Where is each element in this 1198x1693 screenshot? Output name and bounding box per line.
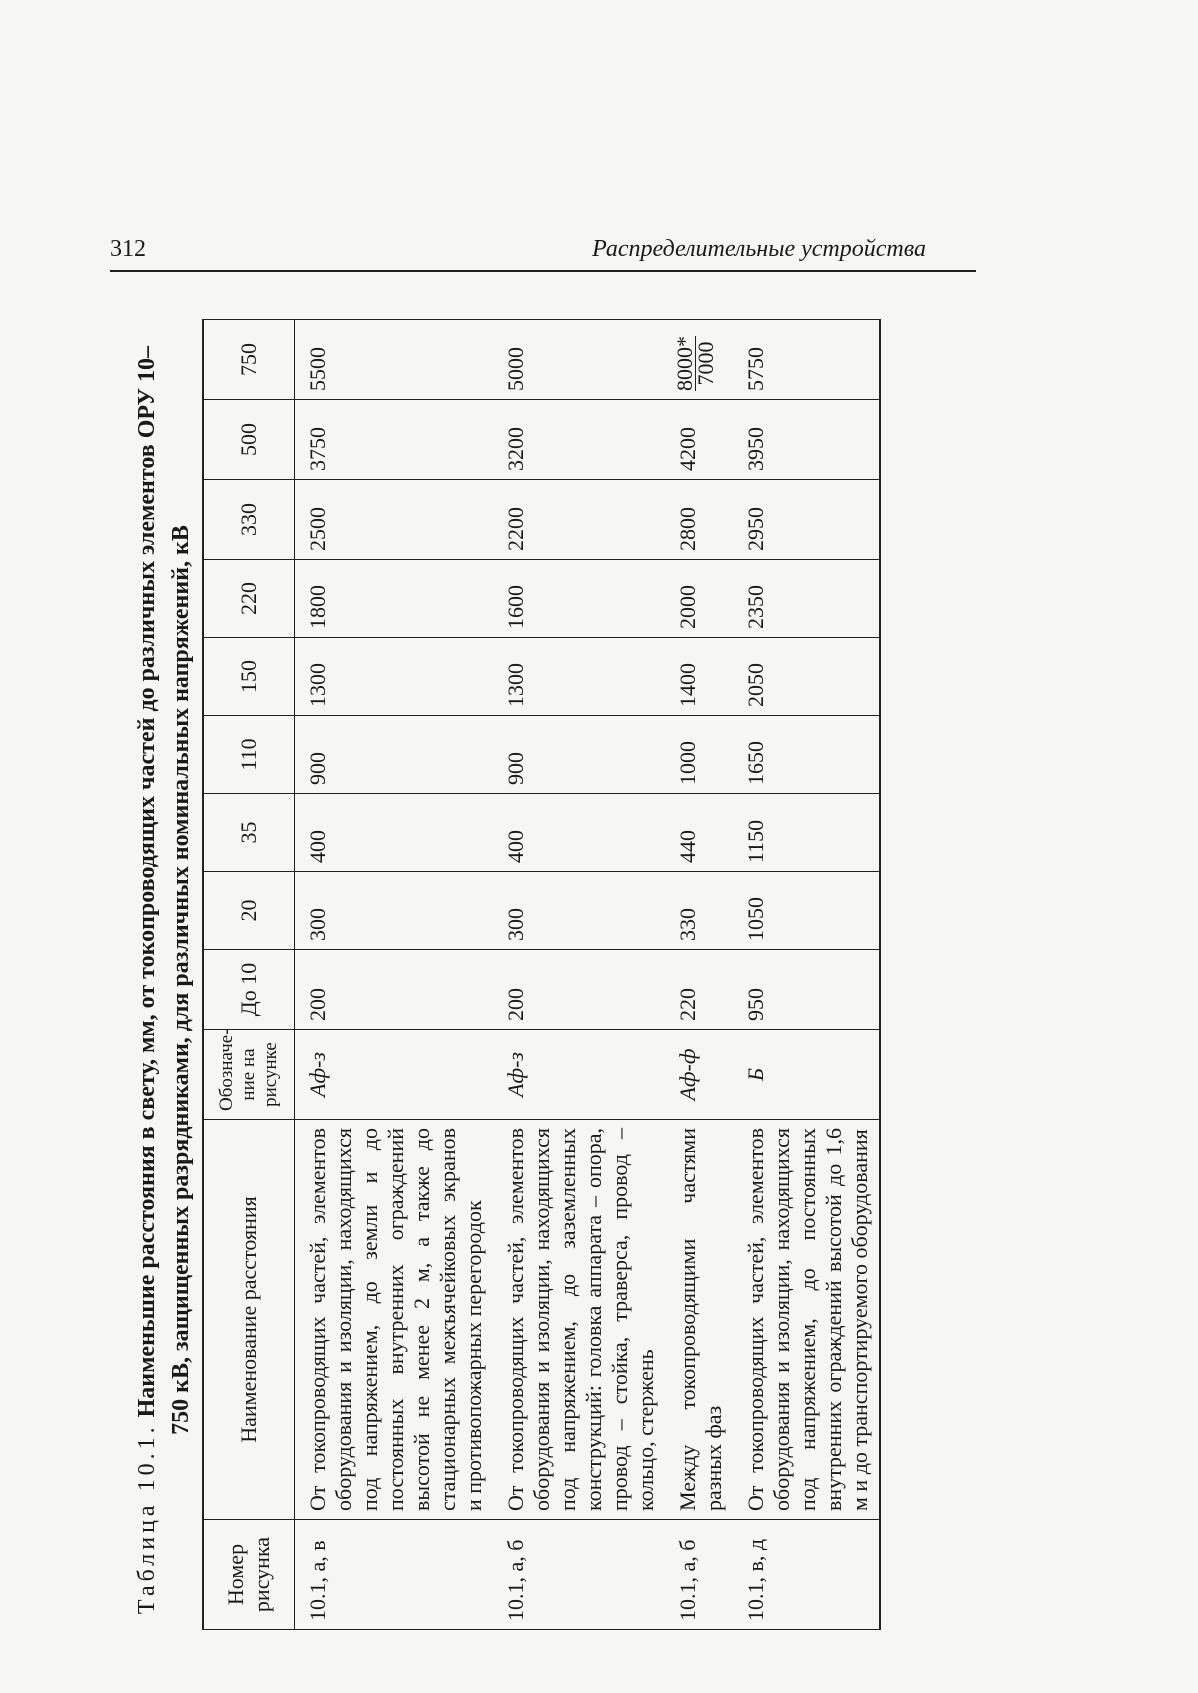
cell-value: 1150 bbox=[733, 794, 880, 872]
cell-designation: Aф-ф bbox=[665, 1030, 733, 1120]
cell-figure: 10.1, а, б bbox=[493, 1520, 665, 1630]
cell-value: 5500 bbox=[295, 320, 494, 400]
cell-value: 2200 bbox=[493, 480, 665, 560]
cell-value: 400 bbox=[493, 794, 665, 872]
cell-value: 1000 bbox=[665, 716, 733, 794]
table-caption bbox=[130, 330, 202, 1630]
table-row bbox=[733, 320, 880, 1630]
cell-value: 200 bbox=[295, 950, 494, 1030]
cell-value: 5750 bbox=[733, 320, 880, 400]
cell-value: 1600 bbox=[493, 560, 665, 638]
cell-value: 2500 bbox=[295, 480, 494, 560]
table-row bbox=[493, 320, 665, 1630]
cell-name: От токопроводящих частей, элементов оборудования и изоляции, находящихся под напряжением, до заземленных конструкций: головка аппарата – опора, провод – стойка, траверса, провод – кольцо, стержень bbox=[493, 1120, 665, 1520]
header-v750: 750 bbox=[203, 320, 295, 400]
cell-value: 1400 bbox=[665, 638, 733, 716]
header-v150: 150 bbox=[203, 638, 295, 716]
header-v10: До 10 bbox=[203, 950, 295, 1030]
cell-figure: 10.1, а, в bbox=[295, 1520, 494, 1630]
cell-value: 1300 bbox=[295, 638, 494, 716]
cell-value: 2950 bbox=[733, 480, 880, 560]
header-v500: 500 bbox=[203, 400, 295, 480]
table-header-row bbox=[203, 320, 295, 1630]
rotated-table-block bbox=[130, 310, 960, 1630]
cell-value: 4200 bbox=[665, 400, 733, 480]
cell-value: 400 bbox=[295, 794, 494, 872]
running-title: Распределительные устройства bbox=[592, 236, 926, 262]
header-designation: Обозначе-ние на рисунке bbox=[203, 1030, 295, 1120]
fraction bbox=[672, 336, 718, 391]
cell-designation: Б bbox=[733, 1030, 880, 1120]
cell-value-fraction bbox=[665, 320, 733, 400]
cell-value: 330 bbox=[665, 872, 733, 950]
cell-value: 900 bbox=[295, 716, 494, 794]
cell-value: 3200 bbox=[493, 400, 665, 480]
header-v20: 20 bbox=[203, 872, 295, 950]
cell-figure: 10.1, в, д bbox=[733, 1520, 880, 1630]
cell-value: 300 bbox=[493, 872, 665, 950]
distances-table bbox=[202, 319, 881, 1630]
cell-value: 1050 bbox=[733, 872, 880, 950]
caption-text: Наименьшие расстояния в свету, мм, от токопроводящих частей до различных элементов ОРУ 10–750 кВ, защищенных разрядниками, для различных номинальных напряжений, кВ bbox=[134, 345, 194, 1435]
cell-value: 2000 bbox=[665, 560, 733, 638]
cell-value: 5000 bbox=[493, 320, 665, 400]
cell-designation: Aф-з bbox=[295, 1030, 494, 1120]
table-row bbox=[295, 320, 494, 1630]
cell-value: 950 bbox=[733, 950, 880, 1030]
cell-value: 440 bbox=[665, 794, 733, 872]
header-v220: 220 bbox=[203, 560, 295, 638]
cell-value: 2050 bbox=[733, 638, 880, 716]
cell-value: 2800 bbox=[665, 480, 733, 560]
header-name: Наименование расстояния bbox=[203, 1120, 295, 1520]
cell-value: 3750 bbox=[295, 400, 494, 480]
cell-name: Между токопроводящими частями разных фаз bbox=[665, 1120, 733, 1520]
cell-value: 200 bbox=[493, 950, 665, 1030]
cell-value: 300 bbox=[295, 872, 494, 950]
table-row bbox=[665, 320, 733, 1630]
cell-figure: 10.1, а, б bbox=[665, 1520, 733, 1630]
cell-value: 220 bbox=[665, 950, 733, 1030]
header-v330: 330 bbox=[203, 480, 295, 560]
header-v35: 35 bbox=[203, 794, 295, 872]
cell-value: 3950 bbox=[733, 400, 880, 480]
cell-value: 1650 bbox=[733, 716, 880, 794]
cell-name: От токопроводящих частей, элементов оборудования и изоляции, находящихся под напряжением, до земли и до постоянных внутренних ограждений высотой не менее 2 м, а также до стационарных межъячейковых экранов и противопожарных перегородок bbox=[295, 1120, 494, 1520]
page-number: 312 bbox=[110, 236, 146, 262]
cell-value: 1300 bbox=[493, 638, 665, 716]
header-figure: Номер рисунка bbox=[203, 1520, 295, 1630]
header-v110: 110 bbox=[203, 716, 295, 794]
page-header bbox=[110, 236, 976, 272]
cell-value: 1800 bbox=[295, 560, 494, 638]
caption-label: Таблица 10.1. bbox=[134, 1423, 160, 1615]
cell-value: 2350 bbox=[733, 560, 880, 638]
cell-designation: Aф-з bbox=[493, 1030, 665, 1120]
cell-value: 900 bbox=[493, 716, 665, 794]
fraction-numerator: 8000* bbox=[672, 336, 697, 391]
fraction-denominator: 7000 bbox=[693, 341, 718, 386]
cell-name: От токопроводящих частей, элементов оборудования и изоляции, находящихся под напряжением, до постоянных внутренних ограждений высотой до 1,6 м и до транспортируемого оборудования bbox=[733, 1120, 880, 1520]
